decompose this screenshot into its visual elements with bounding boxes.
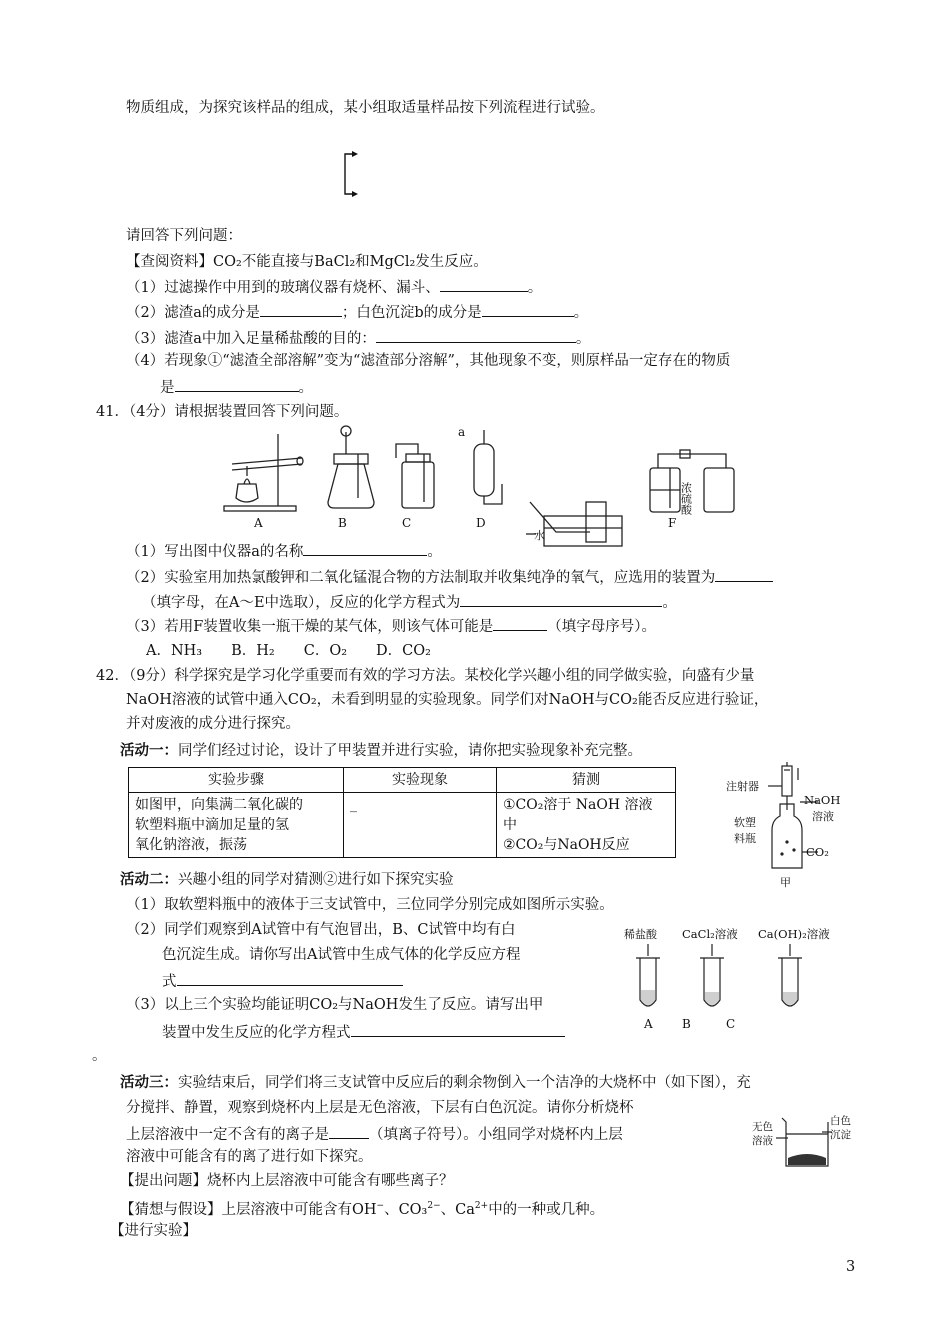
answer-blank[interactable] xyxy=(303,540,427,556)
period: 。 xyxy=(298,380,313,396)
q41-item-2 xyxy=(126,566,773,588)
activity-2-item-2b: 色沉淀生成。请你写出A试管中生成气体的化学反应方程 xyxy=(162,947,521,963)
proposed-question: 【提出问题】烧杯内上层溶液中可能含有哪些离子？ xyxy=(120,1173,454,1189)
q40-item-4b xyxy=(160,376,313,398)
tube-label-A: A xyxy=(644,1017,653,1031)
period: 。 xyxy=(527,280,543,296)
q42-line-2: NaOH溶液的试管中通入CO₂，未看到明显的实验现象。同学们对NaOH与CO₂能否反应进行验证， xyxy=(126,692,769,708)
hypothesis-text-a: 【猜想与假设】上层溶液中可能含有OH xyxy=(120,1201,377,1218)
label-bottle: 料瓶 xyxy=(734,832,756,845)
q40-item-4: （4）若现象①“滤渣全部溶解”变为“滤渣部分溶解”，其他现象不变，则原样品一定存在的物质 xyxy=(126,353,731,369)
q41-item-2b xyxy=(142,591,677,613)
activity-3-line-3b: （填离子符号）。小组同学对烧杯内上层 xyxy=(369,1127,623,1143)
activity-3-line-4: 溶液中可能含有的离了进行如下探究。 xyxy=(126,1149,373,1165)
hypothesis-text-d: 中的一种或几种。 xyxy=(488,1201,605,1218)
answer-blank[interactable] xyxy=(493,615,547,631)
flowchart-bracket xyxy=(340,148,370,208)
activity-3-text: 实验结束后，同学们将三支试管中反应后的剩余物倒入一个洁净的大烧杯中（如下图），充 xyxy=(178,1075,751,1091)
reagent-hcl: 稀盐酸 xyxy=(624,928,657,941)
activity-1 xyxy=(120,741,642,761)
activity-2 xyxy=(120,870,454,890)
activity-2-item-2c-text: 式 xyxy=(162,974,177,990)
q40-prompt: 请回答下列问题： xyxy=(126,228,242,244)
tube-label-B: B xyxy=(682,1017,691,1031)
activity-3-label: 活动三： xyxy=(120,1074,178,1091)
q40-item-3-text: （3）滤渣a中加入足量稀盐酸的目的： xyxy=(126,331,376,347)
answer-blank[interactable] xyxy=(177,970,403,986)
figure-jia xyxy=(720,762,850,890)
label-D: D xyxy=(476,516,486,530)
label-soft: 软塑 xyxy=(734,816,756,829)
activity-2-item-3b-text: 装置中发生反应的化学方程式 xyxy=(162,1025,351,1041)
label-B: B xyxy=(338,516,347,530)
table-cell-phenomenon[interactable]: _ xyxy=(344,793,497,858)
q40-item-2-text-a: （2）滤渣a的成分是 xyxy=(126,305,260,321)
test-tubes-figure xyxy=(600,920,850,1032)
answer-blank[interactable] xyxy=(351,1021,565,1037)
q40-item-3 xyxy=(126,327,590,349)
q41-title: 41．（4分）请根据装置回答下列问题。 xyxy=(96,404,349,420)
activity-2-label: 活动二： xyxy=(120,871,178,888)
activity-3-line-3a: 上层溶液中一定不含有的离子是 xyxy=(126,1127,329,1143)
period: 。 xyxy=(662,595,677,611)
label-a: a xyxy=(458,425,466,439)
step-line: 氧化钠溶液，振荡 xyxy=(135,837,247,853)
sup-2minus: 2− xyxy=(427,1201,441,1211)
q41-item-2-text: （2）实验室用加热氯酸钾和二氧化锰混合物的方法制取并收集纯净的氧气，应选用的装置为 xyxy=(126,570,716,586)
label-co2: CO₂ xyxy=(806,845,829,859)
table-header: 猜测 xyxy=(497,768,676,793)
label-acid: 浓硫酸 xyxy=(679,482,693,515)
activity-3-line-3 xyxy=(126,1123,623,1145)
answer-blank[interactable] xyxy=(482,301,574,317)
beaker-label-colorless: 无色 xyxy=(752,1121,773,1133)
activity-3 xyxy=(120,1073,751,1093)
period: 。 xyxy=(427,544,442,560)
q40-item-1-text: （1）过滤操作中用到的玻璃仪器有烧杯、漏斗、 xyxy=(126,280,440,296)
hypothesis-text-b: 、CO₃ xyxy=(384,1201,428,1218)
reagent-caoh2: Ca(OH)₂溶液 xyxy=(758,927,830,941)
conduct-experiment: 【进行实验】 xyxy=(110,1223,197,1239)
beaker-figure xyxy=(750,1112,860,1172)
step-line: 如图甲，向集满二氧化碳的 xyxy=(135,797,303,813)
answer-blank[interactable] xyxy=(440,276,528,292)
answer-blank[interactable] xyxy=(175,376,299,392)
q41-item-1 xyxy=(126,540,442,562)
activity-2-text: 兴趣小组的同学对猜测②进行如下探究实验 xyxy=(178,872,454,888)
q40-item-2 xyxy=(126,301,588,323)
label-naoh: NaOH xyxy=(804,793,841,807)
answer-blank[interactable] xyxy=(460,591,662,607)
label-F: F xyxy=(668,516,677,530)
q40-reference: 【查阅资料】CO₂不能直接与BaCl₂和MgCl₂发生反应。 xyxy=(126,254,488,270)
beaker-label-white: 白色 xyxy=(830,1115,851,1127)
hypothesis-text-c: 、Ca xyxy=(440,1201,475,1218)
activity-2-item-2a: （2）同学们观察到A试管中有气泡冒出，B、C试管中均有白 xyxy=(126,922,516,938)
reagent-cacl2: CaCl₂溶液 xyxy=(682,927,738,941)
q42-title: 42．（9分）科学探究是学习化学重要而有效的学习方法。某校化学兴趣小组的同学做实验，向盛有少量 xyxy=(96,668,755,684)
step-line: 软塑料瓶中滴加足量的氢 xyxy=(135,817,289,833)
experiment-table xyxy=(128,767,676,858)
tube-label-C: C xyxy=(726,1017,736,1031)
q40-item-4b-text: 是 xyxy=(160,380,175,396)
activity-3-line-2: 分搅拌、静置，观察到烧杯内上层是无色溶液，下层有白色沉淀。请你分析烧杯 xyxy=(126,1100,634,1116)
table-cell-step xyxy=(129,793,344,858)
activity-2-item-1: （1）取软塑料瓶中的液体于三支试管中，三位同学分别完成如图所示实验。 xyxy=(126,897,614,913)
q41-options: A．NH₃ B．H₂ C．O₂ D．CO₂ xyxy=(146,643,431,659)
stray-period: 。 xyxy=(92,1048,107,1064)
answer-blank[interactable] xyxy=(260,301,342,317)
period: 。 xyxy=(575,331,591,347)
period: 。 xyxy=(573,305,589,321)
q41-item-3-text: （3）若用F装置收集一瓶干燥的某气体，则该气体可能是 xyxy=(126,619,494,635)
sup-2plus: 2+ xyxy=(474,1201,489,1211)
answer-blank[interactable] xyxy=(376,327,576,343)
guess-line: 中 xyxy=(503,817,517,833)
label-solution: 溶液 xyxy=(812,810,834,823)
q41-item-3-suffix: （填字母序号）。 xyxy=(547,619,657,635)
label-jia: 甲 xyxy=(780,876,791,889)
label-A: A xyxy=(254,516,263,530)
q41-item-2b-text: （填字母，在A～E中选取），反应的化学方程式为 xyxy=(142,595,461,611)
table-header: 实验步骤 xyxy=(129,768,344,793)
q41-apparatus-figure xyxy=(210,424,750,548)
sup-minus: − xyxy=(376,1201,385,1211)
beaker-label-solution: 溶液 xyxy=(752,1135,773,1147)
activity-1-text: 同学们经过讨论，设计了甲装置并进行实验，请你把实验现象补充完整。 xyxy=(178,743,642,759)
q41-item-1-text: （1）写出图中仪器a的名称 xyxy=(126,544,304,560)
label-water: 水 xyxy=(534,529,545,542)
table-cell-guess xyxy=(497,793,676,858)
label-C: C xyxy=(402,516,412,530)
q42-line-3: 并对废液的成分进行探究。 xyxy=(126,716,300,732)
q40-item-2-text-b: ；白色沉淀b的成分是 xyxy=(341,305,482,321)
table-header: 实验现象 xyxy=(344,768,497,793)
guess-line: ①CO₂溶于 NaOH 溶液 xyxy=(503,797,653,813)
guess-line: ②CO₂与NaOH反应 xyxy=(503,837,630,853)
q41-item-3 xyxy=(126,615,656,637)
beaker-label-precipitate: 沉淀 xyxy=(830,1129,851,1141)
q40-item-1 xyxy=(126,276,542,298)
page-number: 3 xyxy=(846,1259,856,1275)
label-syringe: 注射器 xyxy=(726,780,759,793)
activity-2-item-3a: （3）以上三个实验均能证明CO₂与NaOH发生了反应。请写出甲 xyxy=(126,997,544,1013)
activity-1-label: 活动一： xyxy=(120,742,178,759)
answer-blank[interactable] xyxy=(329,1123,369,1139)
answer-blank[interactable] xyxy=(715,566,773,582)
activity-2-item-3b xyxy=(162,1021,565,1043)
hypothesis xyxy=(120,1196,604,1220)
activity-2-item-2c xyxy=(162,970,403,992)
intro-text: 物质组成，为探究该样品的组成，某小组取适量样品按下列流程进行试验。 xyxy=(126,100,605,116)
